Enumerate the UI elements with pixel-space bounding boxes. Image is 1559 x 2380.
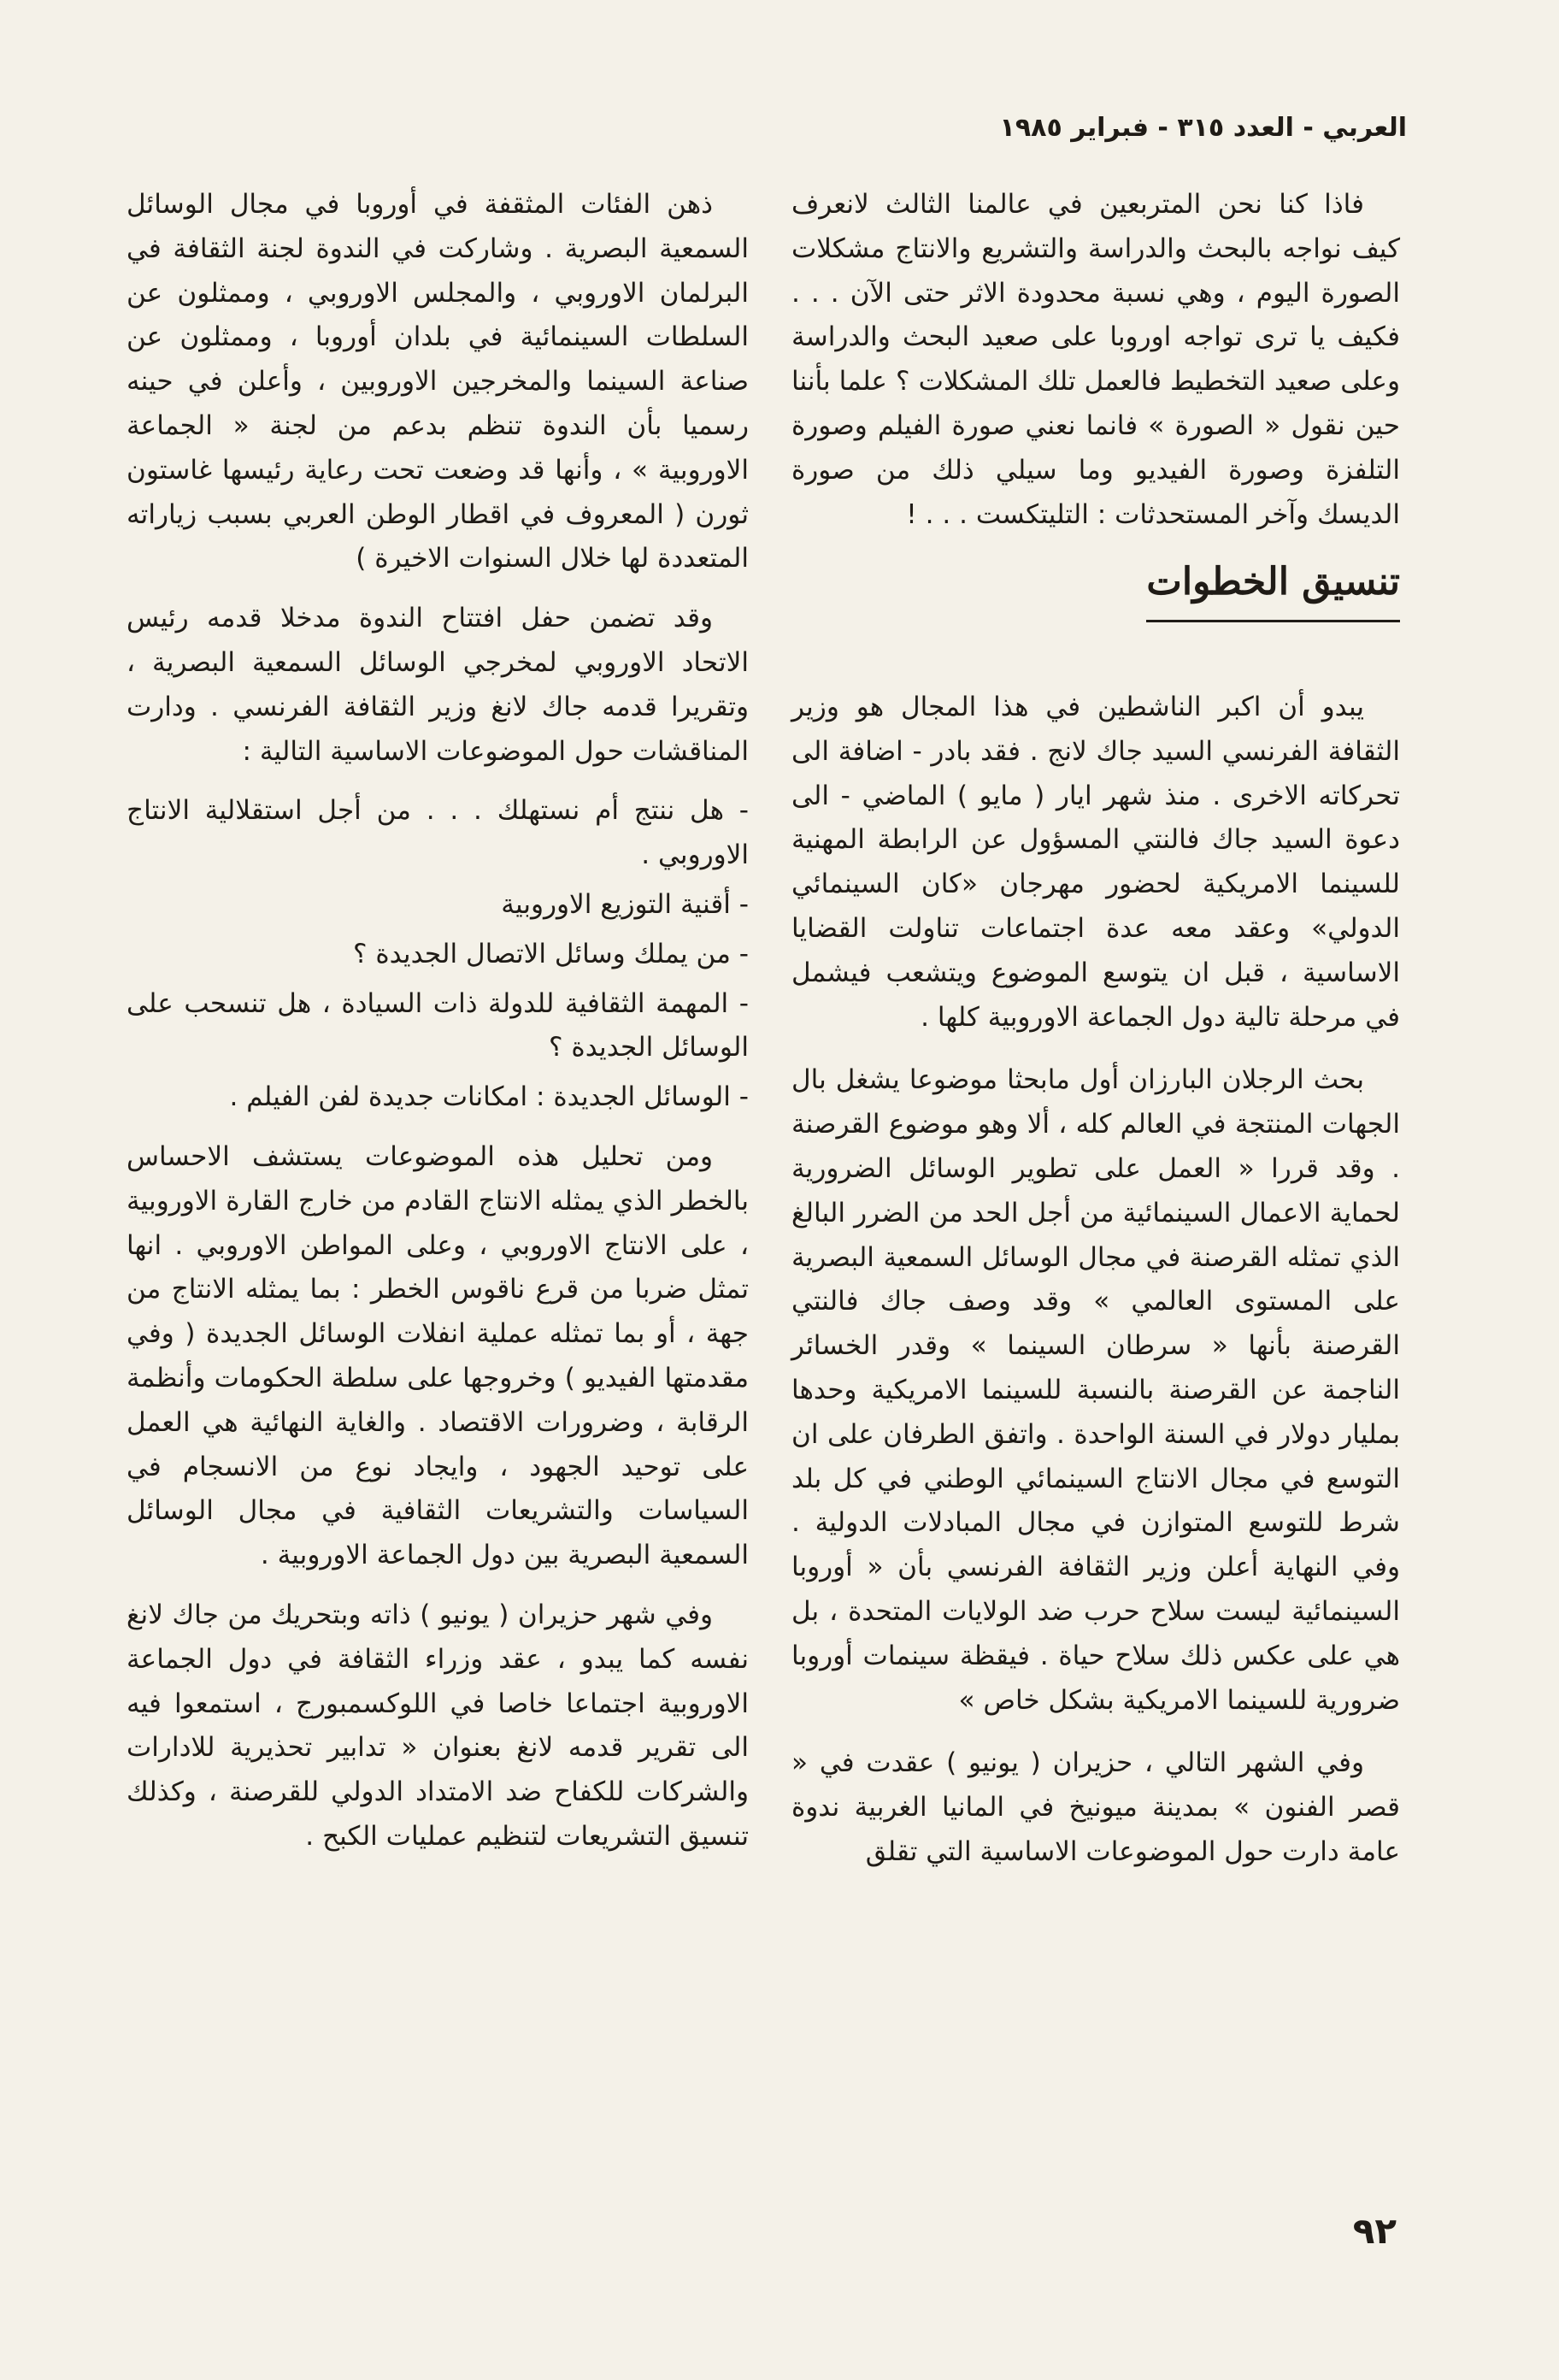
article-paragraph: وفي شهر حزيران ( يونيو ) ذاته وبتحريك من جاك لانغ نفسه كما يبدو ، عقد وزراء الثقافة في دول الجماعة الاوروبية اجتماعا خاصا في اللوكسمبورج ، استمعوا فيه الى تقرير قدمه لانغ بعنوان « تدابير تحذيرية للادارات والشركات للكفاح ضد الامتداد الدولي للقرصنة ، وكذلك تنسيق التشريعات لتنظيم عمليات الكبح .: [126, 1599, 749, 1852]
section-heading: [791, 561, 1400, 622]
discussion-topics-list: [126, 789, 749, 1120]
discussion-topic: - الوسائل الجديدة : امكانات جديدة لفن الفيلم .: [229, 1081, 749, 1113]
discussion-topic: - أقنية التوزيع الاوروبية: [501, 888, 749, 920]
article-paragraph: وفي الشهر التالي ، حزيران ( يونيو ) عقدت في « قصر الفنون » بمدينة ميونيخ في المانيا الغربية ندوة عامة دارت حول الموضوعات الاساسية التي تقلق: [791, 1747, 1400, 1867]
article-paragraph: ومن تحليل هذه الموضوعات يستشف الاحساس بالخطر الذي يمثله الانتاج القادم من خارج القارة الاوروبية ، على الانتاج الاوروبي ، وعلى المواطن الاوروبي . انها تمثل ضربا من قرع ناقوس الخطر : بما يمثله الانتاج من جهة ، أو بما تمثله عملية انفلات الوسائل الجديدة ( وفي مقدمتها الفيديو ) وخروجها على سلطة الحكومات وأنظمة الرقابة ، وضرورات الاقتصاد . والغاية النهائية هي العمل على توحيد الجهود ، وايجاد نوع من الانسجام في السياسات والتشريعات الثقافية في مجال الوسائل السمعية البصرية بين دول الجماعة الاوروبية .: [126, 1140, 749, 1571]
page-number: ٩٢: [1352, 2210, 1397, 2252]
running-header: العربي - العدد ٣١٥ - فبراير ١٩٨٥: [999, 113, 1407, 143]
discussion-topic: - من يملك وسائل الاتصال الجديدة ؟: [352, 938, 749, 969]
article-paragraph: بحث الرجلان البارزان أول مابحثا موضوعا يشغل بال الجهات المنتجة في العالم كله ، ألا وهو موضوع القرصنة . وقد قررا « العمل على تطوير الوسائل الضرورية لحماية الاعمال السينمائية من أجل الحد من الضرر البالغ الذي تمثله القرصنة في مجال الوسائل السمعية البصرية على المستوى العالمي » وقد وصف جاك فالنتي القرصنة بأنها « سرطان السينما » وقدر الخسائر الناجمة عن القرصنة بالنسبة للسينما الامريكية وحدها بمليار دولار في السنة الواحدة . واتفق الطرفان على ان التوسع في مجال الانتاج السينمائي الوطني في كل بلد شرط للتوسع المتوازن في مجال المبادلات الدولية . وفي النهاية أعلن وزير الثقافة الفرنسي بأن « أوروبا السينمائية ليست سلاح حرب ضد الولايات المتحدة ، بل هي على عكس ذلك سلاح حياة . فيقظة سينمات أوروبا ضرورية للسينما الامريكية بشكل خاص »: [791, 1064, 1400, 1716]
intro-paragraph: فاذا كنا نحن المتربعين في عالمنا الثالث لانعرف كيف نواجه بالبحث والدراسة والتشريع والانتاج مشكلات الصورة اليوم ، وهي نسبة محدودة الاثر حتى الآن . . . فكيف يا ترى تواجه اوروبا على صعيد البحث والدراسة وعلى صعيد التخطيط فالعمل تلك المشكلات ؟ علما بأننا حين نقول « الصورة » فانما نعني صورة الفيلم وصورة التلفزة وصورة الفيديو وما سيلي ذلك من صورة الديسك وآخر المستحدثات : التليتكست . . . !: [791, 189, 1400, 530]
section-heading-text: تنسيق الخطوات: [1146, 561, 1400, 622]
right-article-column: [791, 183, 1400, 1894]
discussion-topic: - المهمة الثقافية للدولة ذات السيادة ، هل تنسحب على الوسائل الجديدة ؟: [126, 987, 749, 1063]
discussion-topic: - هل ننتج أم نستهلك . . . من أجل استقلالية الانتاج الاوروبي .: [126, 795, 749, 871]
article-paragraph: وقد تضمن حفل افتتاح الندوة مدخلا قدمه رئيس الاتحاد الاوروبي لمخرجي الوسائل السمعية البصرية ، وتقريرا قدمه جاك لانغ وزير الثقافة الفرنسي . ودارت المناقشات حول الموضوعات الاساسية التالية :: [126, 603, 749, 767]
left-article-column: [126, 183, 749, 1875]
article-paragraph: ذهن الفئات المثقفة في أوروبا في مجال الوسائل السمعية البصرية . وشاركت في الندوة لجنة الثقافة في البرلمان الاوروبي ، والمجلس الاوروبي ، وممثلون عن السلطات السينمائية في بلدان أوروبا ، وممثلون عن صناعة السينما والمخرجين الاوروبين ، وأعلن في حينه رسميا بأن الندوة تنظم بدعم من لجنة « الجماعة الاوروبية » ، وأنها قد وضعت تحت رعاية رئيسها غاستون ثورن ( المعروف في اقطار الوطن العربي بسبب زياراته المتعددة لها خلال السنوات الاخيرة ): [126, 189, 749, 574]
article-paragraph: يبدو أن اكبر الناشطين في هذا المجال هو وزير الثقافة الفرنسي السيد جاك لانج . فقد بادر - اضافة الى تحركاته الاخرى . منذ شهر ايار ( مايو ) الماضي - الى دعوة السيد جاك فالنتي المسؤول عن الرابطة المهنية للسينما الامريكية لحضور مهرجان «كان السينمائي الدولي» وعقد معه عدة اجتماعات تناولت القضايا الاساسية ، قبل ان يتوسع الموضوع ويتشعب فيشمل في مرحلة تالية دول الجماعة الاوروبية كلها .: [791, 691, 1400, 1033]
